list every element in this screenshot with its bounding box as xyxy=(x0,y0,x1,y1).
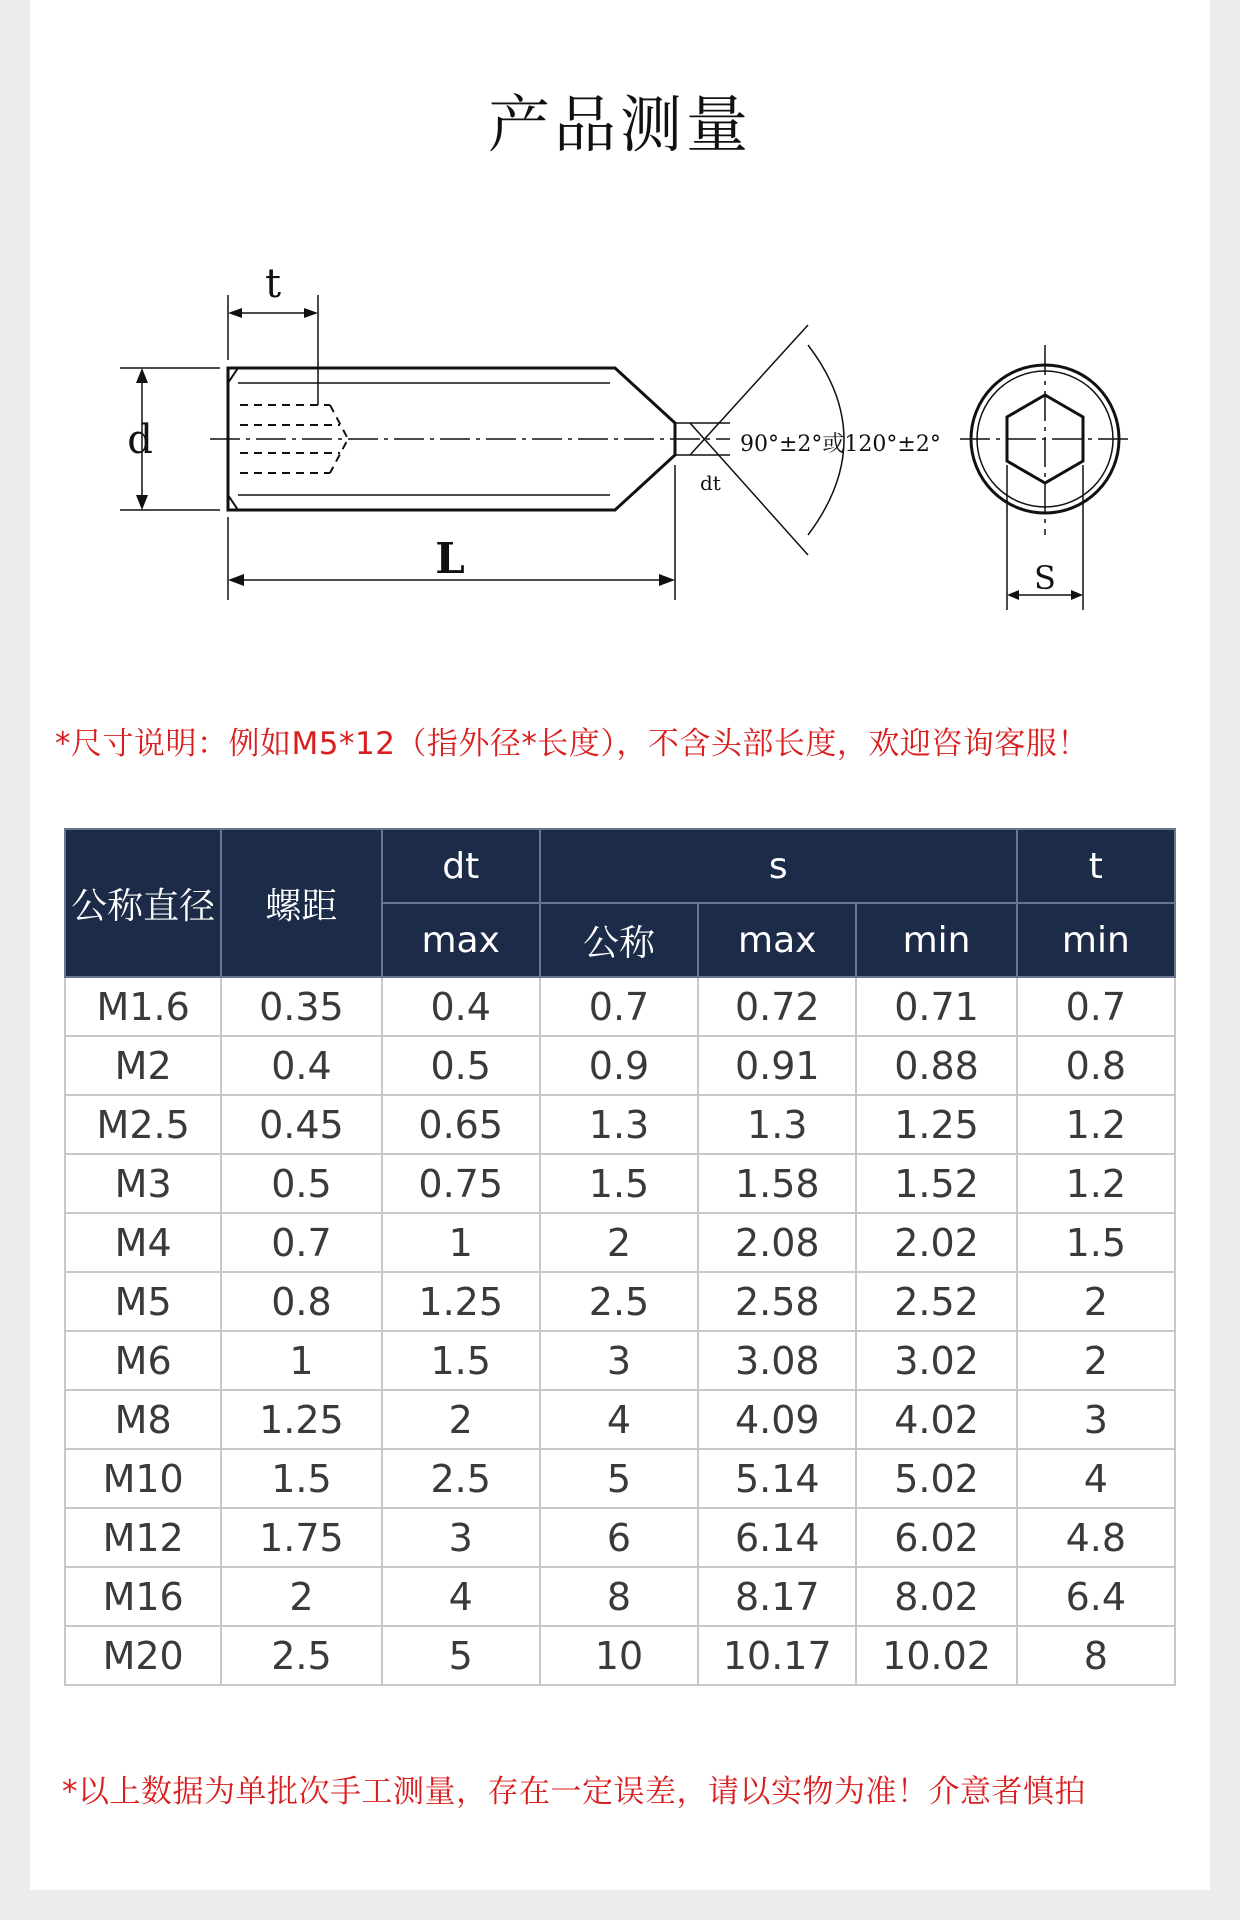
table-row xyxy=(65,1331,1175,1390)
table-cell: 1.2 xyxy=(1017,1095,1175,1154)
table-cell: 0.72 xyxy=(698,977,856,1036)
measurement-disclaimer: *以上数据为单批次手工测量，存在一定误差，请以实物为准！介意者慎拍 xyxy=(62,1774,1086,1810)
size-note: *尺寸说明：例如M5*12（指外径*长度），不含头部长度，欢迎咨询客服！ xyxy=(55,726,1089,762)
table-cell: 4 xyxy=(540,1390,698,1449)
table-cell: 6.14 xyxy=(698,1508,856,1567)
header-t: t xyxy=(1017,829,1175,903)
table-cell: 10.02 xyxy=(856,1626,1016,1685)
angle-text: 90°±2°或120°±2° xyxy=(740,432,941,457)
table-cell: M1.6 xyxy=(65,977,221,1036)
table-cell: 1.25 xyxy=(856,1095,1016,1154)
header-s: s xyxy=(540,829,1017,903)
table-cell: 1.3 xyxy=(540,1095,698,1154)
table-row xyxy=(65,1567,1175,1626)
table-cell: 2 xyxy=(382,1390,540,1449)
table-cell: M8 xyxy=(65,1390,221,1449)
table-cell: 1.5 xyxy=(382,1331,540,1390)
table-cell: 0.71 xyxy=(856,977,1016,1036)
table-cell: 3 xyxy=(540,1331,698,1390)
table-cell: 0.7 xyxy=(1017,977,1175,1036)
table-cell: 10.17 xyxy=(698,1626,856,1685)
table-row xyxy=(65,1390,1175,1449)
table-cell: 0.8 xyxy=(1017,1036,1175,1095)
table-cell: M2 xyxy=(65,1036,221,1095)
table-cell: 10 xyxy=(540,1626,698,1685)
table-cell: 0.91 xyxy=(698,1036,856,1095)
table-cell: 0.7 xyxy=(540,977,698,1036)
table-cell: 2.08 xyxy=(698,1213,856,1272)
table-cell: 2.5 xyxy=(221,1626,381,1685)
table-row xyxy=(65,1626,1175,1685)
label-s: S xyxy=(1034,559,1056,597)
table-cell: 2 xyxy=(1017,1272,1175,1331)
table-cell: 2.52 xyxy=(856,1272,1016,1331)
spec-table-body xyxy=(65,977,1175,1685)
table-cell: 1.2 xyxy=(1017,1154,1175,1213)
table-cell: 1.5 xyxy=(540,1154,698,1213)
table-cell: 0.45 xyxy=(221,1095,381,1154)
table-cell: M6 xyxy=(65,1331,221,1390)
table-cell: 0.4 xyxy=(221,1036,381,1095)
table-cell: 6 xyxy=(540,1508,698,1567)
table-cell: 5 xyxy=(540,1449,698,1508)
table-row xyxy=(65,1036,1175,1095)
header-row-1 xyxy=(65,829,1175,903)
header-nominal-diameter: 公称直径 xyxy=(65,829,221,977)
table-row xyxy=(65,1213,1175,1272)
table-cell: 3.02 xyxy=(856,1331,1016,1390)
table-cell: 0.35 xyxy=(221,977,381,1036)
table-cell: 2.58 xyxy=(698,1272,856,1331)
table-cell: 0.4 xyxy=(382,977,540,1036)
header-dt-max: max xyxy=(382,903,540,977)
header-pitch: 螺距 xyxy=(221,829,381,977)
table-cell: M12 xyxy=(65,1508,221,1567)
table-cell: 1.3 xyxy=(698,1095,856,1154)
table-cell: M16 xyxy=(65,1567,221,1626)
table-cell: 4 xyxy=(382,1567,540,1626)
table-row xyxy=(65,1154,1175,1213)
table-cell: 0.7 xyxy=(221,1213,381,1272)
table-cell: 8.17 xyxy=(698,1567,856,1626)
table-cell: M5 xyxy=(65,1272,221,1331)
table-cell: 1 xyxy=(382,1213,540,1272)
header-t-min: min xyxy=(1017,903,1175,977)
label-t: t xyxy=(264,261,282,307)
table-cell: 3.08 xyxy=(698,1331,856,1390)
table-cell: 8 xyxy=(540,1567,698,1626)
table-cell: 4.09 xyxy=(698,1390,856,1449)
table-cell: 4.8 xyxy=(1017,1508,1175,1567)
table-row xyxy=(65,1449,1175,1508)
table-cell: M2.5 xyxy=(65,1095,221,1154)
table-cell: 5 xyxy=(382,1626,540,1685)
table-cell: 8 xyxy=(1017,1626,1175,1685)
table-cell: 1.58 xyxy=(698,1154,856,1213)
table-cell: 0.9 xyxy=(540,1036,698,1095)
table-row xyxy=(65,1272,1175,1331)
table-cell: 4 xyxy=(1017,1449,1175,1508)
table-cell: 0.75 xyxy=(382,1154,540,1213)
table-cell: 3 xyxy=(382,1508,540,1567)
table-cell: 1.52 xyxy=(856,1154,1016,1213)
table-cell: 1.75 xyxy=(221,1508,381,1567)
header-s-min: min xyxy=(856,903,1016,977)
table-cell: 1.5 xyxy=(221,1449,381,1508)
table-cell: 1.25 xyxy=(221,1390,381,1449)
table-cell: 0.65 xyxy=(382,1095,540,1154)
table-cell: 0.8 xyxy=(221,1272,381,1331)
table-cell: 8.02 xyxy=(856,1567,1016,1626)
table-cell: 2 xyxy=(1017,1331,1175,1390)
page-title: 产品测量 xyxy=(487,88,752,161)
table-cell: 1.25 xyxy=(382,1272,540,1331)
label-L: L xyxy=(435,534,465,583)
table-row xyxy=(65,1508,1175,1567)
table-cell: 6.02 xyxy=(856,1508,1016,1567)
label-dt: dt xyxy=(700,471,721,495)
table-cell: 2.5 xyxy=(540,1272,698,1331)
spec-table xyxy=(64,828,1176,1686)
table-cell: 5.02 xyxy=(856,1449,1016,1508)
table-cell: M20 xyxy=(65,1626,221,1685)
page xyxy=(30,0,1210,1890)
table-cell: 0.88 xyxy=(856,1036,1016,1095)
table-cell: 1.5 xyxy=(1017,1213,1175,1272)
table-cell: 2.5 xyxy=(382,1449,540,1508)
table-cell: 2 xyxy=(540,1213,698,1272)
table-cell: 5.14 xyxy=(698,1449,856,1508)
table-cell: M4 xyxy=(65,1213,221,1272)
table-cell: 6.4 xyxy=(1017,1567,1175,1626)
table-cell: 0.5 xyxy=(221,1154,381,1213)
table-row xyxy=(65,977,1175,1036)
table-cell: 4.02 xyxy=(856,1390,1016,1449)
table-cell: 1 xyxy=(221,1331,381,1390)
table-cell: M3 xyxy=(65,1154,221,1213)
header-s-max: max xyxy=(698,903,856,977)
label-d: d xyxy=(127,417,153,463)
table-cell: 2.02 xyxy=(856,1213,1016,1272)
set-screw-diagram xyxy=(90,255,1150,655)
table-cell: 0.5 xyxy=(382,1036,540,1095)
header-s-nominal: 公称 xyxy=(540,903,698,977)
table-cell: 3 xyxy=(1017,1390,1175,1449)
table-row xyxy=(65,1095,1175,1154)
table-cell: 2 xyxy=(221,1567,381,1626)
header-dt: dt xyxy=(382,829,540,903)
table-cell: M10 xyxy=(65,1449,221,1508)
